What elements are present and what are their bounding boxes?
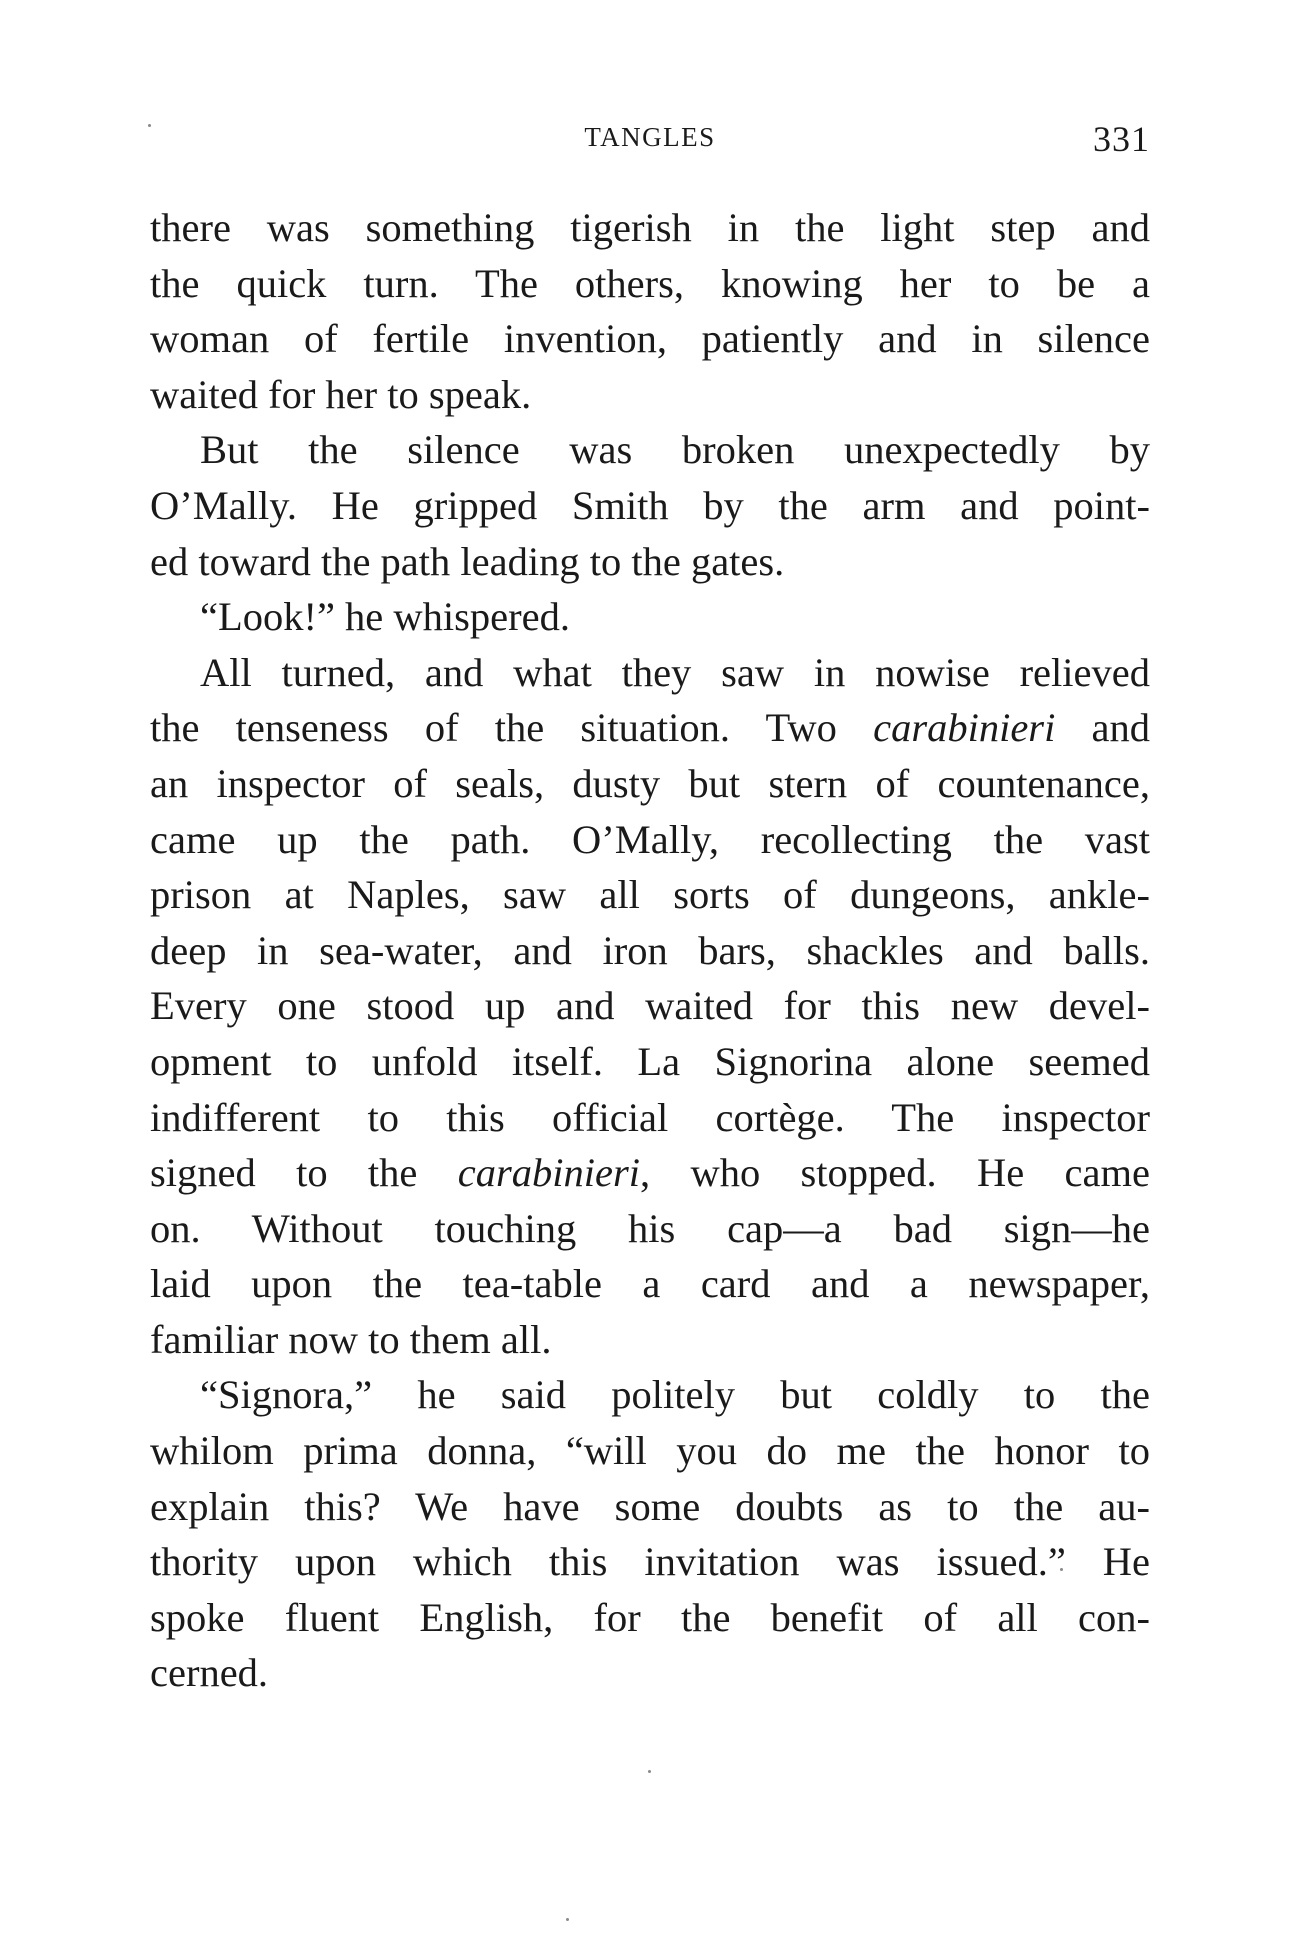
paragraph [150,422,1150,589]
italic-word: carabinieri [873,705,1056,751]
text-line: prison at Naples, saw all sorts of dungeons, ankle- [150,872,1150,918]
text-line: signed to the carabinieri, who stopped. He came [150,1150,1150,1196]
text-line: woman of fertile invention, patiently and in silence [150,316,1150,362]
italic-word: carabinieri [457,1150,640,1196]
paragraph [150,645,1150,1368]
text-line: familiar now to them all. [150,1316,552,1362]
text-line: the quick turn. The others, knowing her to be a [150,260,1150,306]
paragraph [150,1367,1150,1701]
text-line: O’Mally. He gripped Smith by the arm and point- [150,482,1150,528]
text-line: “Look!” he whispered. [200,594,570,640]
text-line: spoke fluent English, for the benefit of all con- [150,1594,1150,1640]
text-line: deep in sea-water, and iron bars, shackles and balls. [150,927,1150,973]
text-line: indifferent to this official cortège. The inspector [150,1094,1150,1140]
body-text [150,200,1150,1701]
text-line: Every one stood up and waited for this new devel- [150,983,1150,1029]
text-line: there was something tigerish in the light step and [150,205,1150,250]
paragraph [150,589,1150,645]
text-line: on. Without touching his cap—a bad sign—he [150,1205,1150,1251]
text-line: All turned, and what they saw in nowise relieved [200,649,1150,695]
text-line: cerned. [150,1650,269,1696]
text-line: ed toward the path leading to the gates. [150,538,785,584]
paragraph [150,200,1150,422]
running-head [150,118,1150,158]
text-line: “Signora,” he said politely but coldly to the [200,1372,1150,1418]
text-line: explain this? We have some doubts as to the au- [150,1483,1150,1529]
text-line: came up the path. O’Mally, recollecting the vast [150,816,1150,862]
text-line: an inspector of seals, dusty but stern of countenance, [150,760,1150,806]
print-speck [566,1918,569,1921]
text-line: But the silence was broken unexpectedly by [200,427,1150,473]
text-line: waited for her to speak. [150,371,532,417]
text-line: opment to unfold itself. La Signorina alone seemed [150,1038,1150,1084]
running-title: TANGLES [584,122,716,152]
text-line: thority upon which this invitation was issued.” He [150,1539,1150,1585]
page-number: 331 [1093,119,1150,159]
text-line: laid upon the tea-table a card and a newspaper, [150,1261,1150,1307]
text-line: whilom prima donna, “will you do me the honor to [150,1428,1150,1474]
text-line: the tenseness of the situation. Two carabinieri and [150,705,1150,751]
print-speck [648,1770,651,1773]
